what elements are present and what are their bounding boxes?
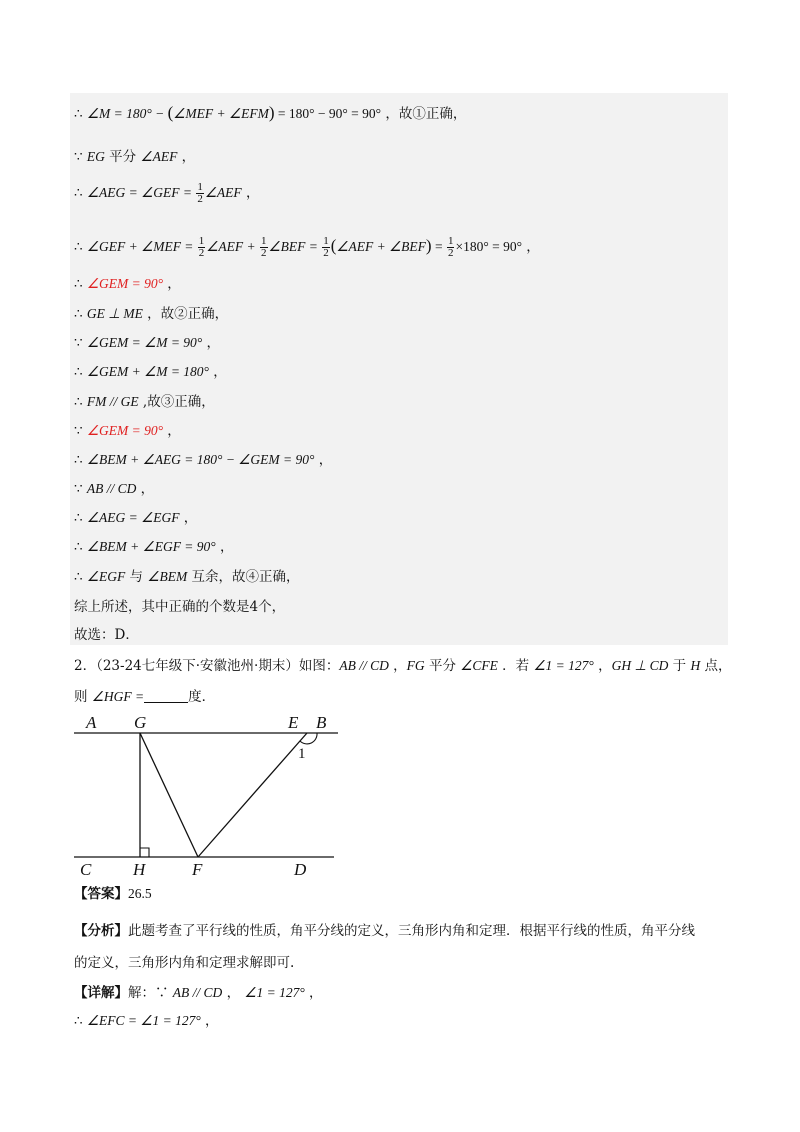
solution-line-14: ∴ ∠BEM + ∠EGF = 90° ， — [74, 539, 234, 555]
solution-line-5: ∴ ∠GEM = 90° ， — [74, 276, 181, 292]
solution-line-12: ∵ AB // CD ， — [74, 481, 155, 497]
solution-line-17: 故选：D． — [74, 627, 139, 643]
analysis-line-2: 的定义，三角形内角和定理求解即可. — [74, 955, 295, 971]
label-a: A — [86, 713, 97, 732]
solution-line-4: ∴ ∠GEF + ∠MEF = $\frac{1}{2}$ ∠AEF + $\frac{1}{2}$ ∠BEF = $\frac{1}{2}$ (∠AEF + ∠BEF) = $\frac{1}{2}$ ×180° = 90° ， — [74, 235, 540, 259]
answer-value: 26.5 — [128, 886, 152, 901]
fraction-one-half: $\frac{1}{2}$ — [261, 235, 267, 259]
label-e: E — [288, 713, 299, 732]
solution-line-3: ∴ ∠AEG = ∠GEF = $\frac{1}{2}$ ∠AEF ， — [74, 181, 260, 205]
fraction-one-half: $\frac{1}{2}$ — [198, 235, 205, 259]
right-angle-mark — [140, 848, 149, 857]
solution-line-1: ∴ ∠M = 180° − (∠MEF + ∠EFM) = 180° − 90° = 90° ，故①正确， — [74, 103, 467, 122]
label-c: C — [80, 860, 92, 879]
solution-line-15: ∴ ∠EGF 与 ∠BEM 互余，故④正确， — [74, 569, 300, 585]
label-d: D — [294, 860, 307, 879]
detail-tag: 【详解】 — [74, 985, 128, 1001]
solution-line-11: ∴ ∠BEM + ∠AEG = 180° − ∠GEM = 90° ， — [74, 452, 333, 468]
segment-gf — [140, 733, 198, 857]
solution-line-2: ∵ EG 平分 ∠AEF ， — [74, 149, 196, 165]
question-source: （23-24七年级下·安徽池州·期末） — [96, 658, 299, 674]
answer-line — [74, 885, 152, 903]
detail-line-1: 【详解】解：∵ AB // CD ， ∠1 = 127° ， — [74, 985, 323, 1001]
label-f: F — [192, 860, 203, 879]
solution-line-16: 综上所述，其中正确的个数是4个， — [74, 599, 286, 615]
fraction-one-half: $\frac{1}{2}$ — [447, 235, 454, 259]
label-h: H — [133, 860, 146, 879]
question-number: 2． — [74, 658, 97, 674]
fraction-one-half: $\frac{1}{2}$ — [323, 235, 329, 259]
solution-line-9: ∴ FM // GE ,故③正确， — [74, 394, 215, 410]
segment-ef — [198, 733, 307, 857]
fraction-one-half: $\frac{1}{2}$ — [197, 181, 203, 205]
analysis-tag: 【分析】 — [74, 923, 128, 939]
solution-line-8: ∴ ∠GEM + ∠M = 180° ， — [74, 364, 227, 380]
question-2-line-1: 2．（23-24七年级下·安徽池州·期末）如图：AB // CD ，FG 平分 ∠CFE ．若 ∠1 = 127° ，GH ⊥ CD 于 H 点， — [74, 658, 732, 674]
solution-line-10: ∵ ∠GEM = 90° ， — [74, 423, 181, 439]
question-2-line-2: 则 ∠HGF = 度． — [74, 689, 216, 705]
solution-line-7: ∵ ∠GEM = ∠M = 90° ， — [74, 335, 220, 351]
solution-line-6: ∴ GE ⊥ ME ，故②正确， — [74, 306, 229, 322]
label-g: G — [134, 713, 147, 732]
solution-line-13: ∴ ∠AEG = ∠EGF ， — [74, 510, 198, 526]
detail-line-2: ∴ ∠EFC = ∠1 = 127° ， — [74, 1013, 219, 1029]
label-b: B — [316, 713, 327, 732]
analysis-line-1: 【分析】此题考查了平行线的性质，角平分线的定义，三角形内角和定理．根据平行线的性质，角平分线 — [74, 923, 695, 939]
answer-tag: 【答案】 — [74, 886, 128, 902]
label-angle-1: 1 — [298, 746, 306, 762]
